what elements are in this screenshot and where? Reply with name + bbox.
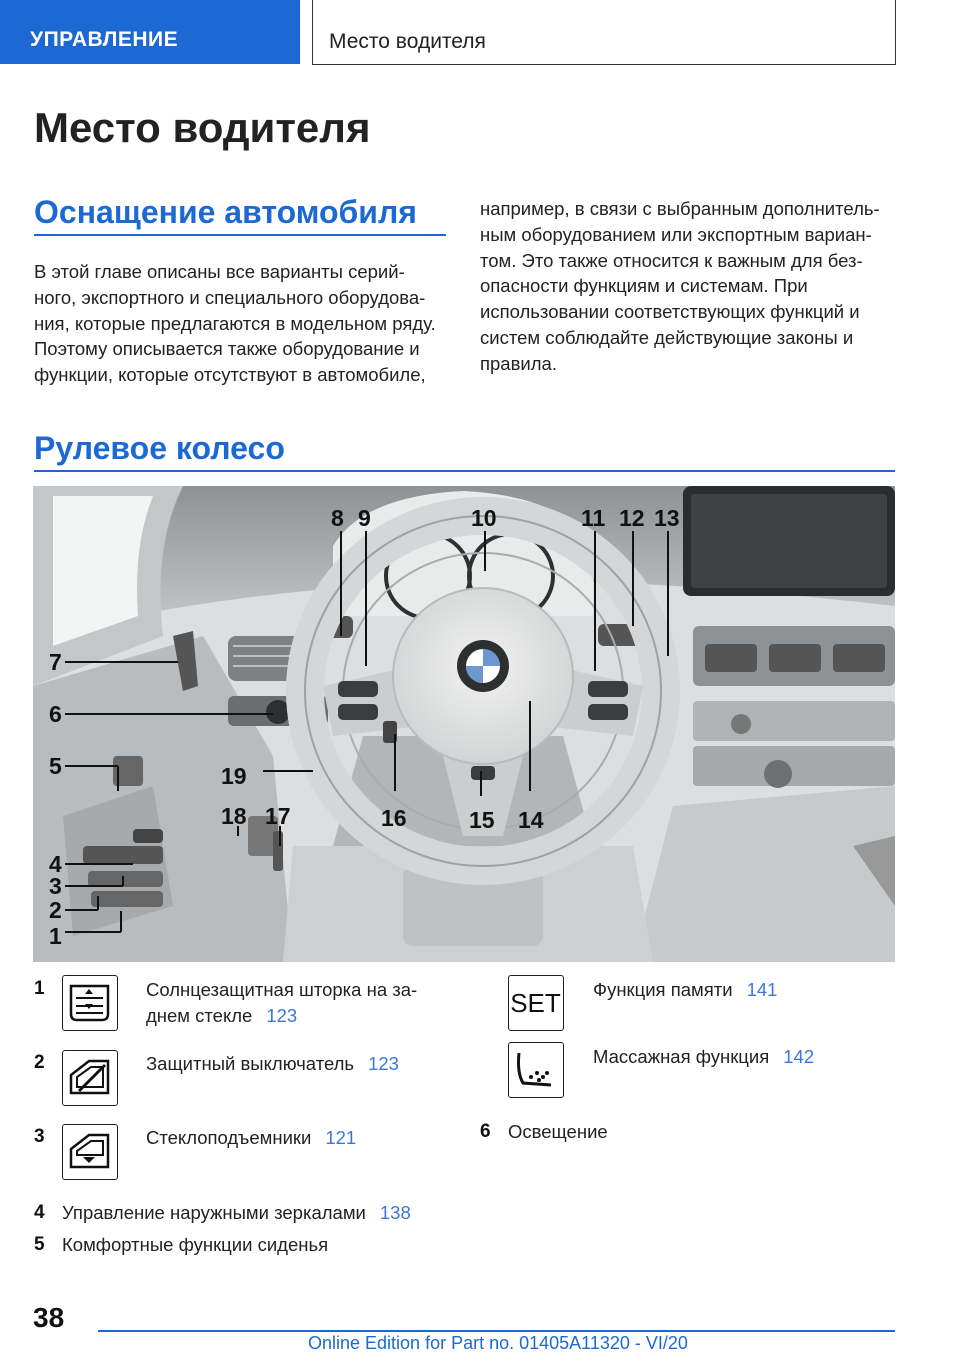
page-link-141[interactable]: 141 <box>746 979 778 1000</box>
legend-text: Защитный выключатель <box>146 1053 355 1074</box>
legend-item-memory <box>593 977 893 1003</box>
legend-text: Солнцезащитная шторка на за- <box>146 979 418 1000</box>
callout-1: 1 <box>49 923 62 949</box>
text-line: В этой главе описаны все варианты серий- <box>34 261 405 282</box>
text-line: ным оборудованием или экспортным вариан- <box>480 223 872 245</box>
legend-num-4: 4 <box>34 1202 45 1223</box>
callout-14: 14 <box>518 807 544 833</box>
safety-switch-icon <box>62 1050 118 1106</box>
legend-item-4 <box>62 1200 462 1226</box>
callout-12: 12 <box>619 505 645 531</box>
equipment-heading: Оснащение автомобиля <box>34 194 417 230</box>
callout-11: 11 <box>581 505 606 531</box>
footer-edition: Online Edition for Part no. 01405A11320 - VI/20 <box>308 1333 688 1353</box>
legend-text: днем стекле <box>146 1004 253 1026</box>
chapter-header <box>312 0 896 65</box>
legend-text: Управление наружными зеркалами <box>62 1202 366 1223</box>
legend-text: Функция памяти <box>593 979 733 1000</box>
text-line: ния, которые предлагаются в модельном ряду. <box>34 312 436 334</box>
page-link-138[interactable]: 138 <box>379 1202 411 1223</box>
text-line: функции, которые отсутствуют в автомобиле, <box>34 364 426 386</box>
legend-num-2: 2 <box>34 1052 45 1073</box>
set-memory-icon <box>508 975 564 1031</box>
section-tab[interactable] <box>0 0 300 64</box>
legend-item-5 <box>62 1232 462 1258</box>
legend-num-1: 1 <box>34 978 45 999</box>
footer-rule <box>98 1330 895 1332</box>
callout-3: 3 <box>49 873 62 899</box>
callout-7: 7 <box>49 649 62 675</box>
legend-num-6: 6 <box>480 1121 491 1142</box>
callout-2: 2 <box>49 897 62 923</box>
equipment-text-left <box>34 259 454 388</box>
callout-18: 18 <box>221 803 247 829</box>
page-link-142[interactable]: 142 <box>783 1046 815 1067</box>
legend-item-3 <box>146 1125 446 1151</box>
text-line: ного, экспортного и специального оборудова- <box>34 286 426 308</box>
text-line: правила. <box>480 352 557 374</box>
seat-massage-icon <box>508 1042 564 1098</box>
equipment-text-right <box>480 196 900 377</box>
callout-9: 9 <box>358 505 371 531</box>
equipment-rule <box>34 234 446 236</box>
callout-8: 8 <box>331 505 344 531</box>
page-number: 38 <box>33 1302 65 1333</box>
callout-10: 10 <box>471 505 497 531</box>
cockpit-photo <box>33 486 895 962</box>
steering-heading: Рулевое колесо <box>34 430 285 466</box>
page-link-123[interactable]: 123 <box>368 1053 399 1074</box>
section-label: УПРАВЛЕНИЕ <box>30 28 179 51</box>
sunshade-rear-window-icon <box>62 975 118 1031</box>
legend-item-1 <box>146 977 446 1029</box>
callout-19: 19 <box>221 763 247 789</box>
callout-15: 15 <box>469 807 495 833</box>
callout-16: 16 <box>381 805 407 831</box>
text-line: Поэтому описывается также оборудование и <box>34 338 420 360</box>
text-line: том. Это также относится к важным для без- <box>480 249 863 271</box>
legend-num-5: 5 <box>34 1234 45 1255</box>
legend-text: Стеклоподъемники <box>146 1127 312 1148</box>
legend-item-6 <box>508 1119 808 1145</box>
page-link-121[interactable]: 121 <box>325 1127 357 1148</box>
text-line: опасности функциям и системам. При <box>480 275 808 297</box>
steering-rule <box>34 470 895 472</box>
callout-17: 17 <box>265 803 291 829</box>
text-line: например, в связи с выбранным дополнитель- <box>480 198 880 219</box>
set-icon-text: SET <box>510 988 561 1018</box>
page-link-123[interactable]: 123 <box>266 1004 298 1026</box>
text-line: использовании соответствующих функций и <box>480 301 860 323</box>
legend-text: Массажная функция <box>593 1046 770 1067</box>
cockpit-illustration <box>33 486 895 962</box>
chapter-label: Место водителя <box>329 30 486 53</box>
power-window-icon <box>62 1124 118 1180</box>
callout-4: 4 <box>49 851 62 877</box>
legend-item-massage <box>593 1044 893 1070</box>
callout-6: 6 <box>49 701 62 727</box>
callout-13: 13 <box>654 505 680 531</box>
page-title: Место водителя <box>34 104 371 151</box>
legend-num-3: 3 <box>34 1126 45 1147</box>
callout-5: 5 <box>49 753 62 779</box>
legend-text: Освещение <box>508 1121 608 1142</box>
legend-item-2 <box>146 1051 446 1077</box>
legend-text: Комфортные функции сиденья <box>62 1234 329 1255</box>
text-line: систем соблюдайте действующие законы и <box>480 326 854 348</box>
